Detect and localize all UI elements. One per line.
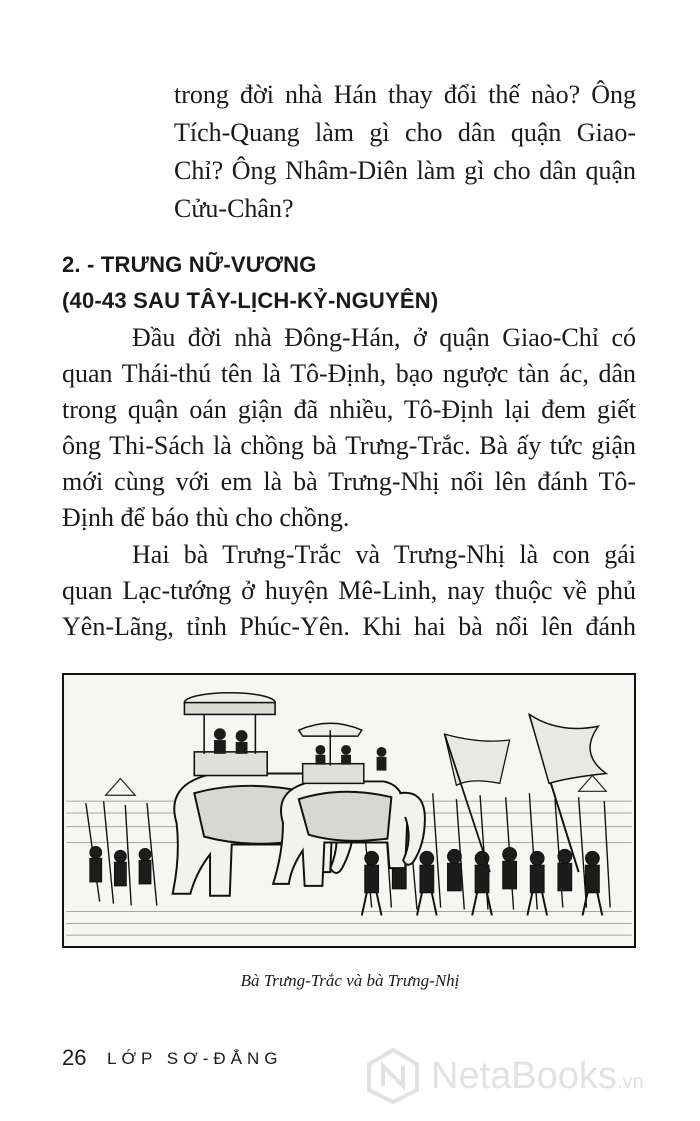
watermark-brand: NetaBooks — [431, 1055, 617, 1097]
running-footer-title: LỚP SƠ-ĐẲNG — [107, 1049, 283, 1068]
page-number: 26 — [62, 1045, 87, 1070]
intro-line-3: Chỉ? Ông Nhâm-Diên làm gì cho dân quận — [174, 156, 636, 185]
paragraph1-line-2: quan Thái-thú tên là Tô-Định, bạo ngược tàn ác, dân — [62, 359, 636, 388]
netabooks-logo-icon — [365, 1048, 421, 1104]
intro-line-4: Cửu-Chân? — [174, 194, 294, 223]
paragraph2-line-1: Hai bà Trưng-Trắc và Trưng-Nhị là con gái — [132, 540, 636, 569]
paragraph1-line-4: ông Thi-Sách là chồng bà Trưng-Trắc. Bà ấy tức giận — [62, 431, 636, 460]
intro-line-1: trong đời nhà Hán thay đổi thế nào? Ông — [174, 80, 636, 109]
illustration-drawing — [64, 675, 634, 946]
paragraph1-line-6: Định để báo thù cho chồng. — [62, 503, 350, 532]
intro-line-2: Tích-Quang làm gì cho dân quận Giao- — [174, 118, 636, 147]
paragraph1-line-1: Đầu đời nhà Đông-Hán, ở quận Giao-Chỉ có — [132, 323, 636, 352]
watermark-text — [431, 1054, 644, 1104]
paragraph1-line-3: trong quận oán giận đã nhiều, Tô-Định lại đem giết — [62, 395, 636, 424]
netabooks-watermark — [365, 1048, 695, 1108]
paragraph1-line-5: mới cùng với em là bà Trưng-Nhị nổi lên đánh Tô- — [62, 467, 636, 496]
illustration-trung-sisters — [62, 673, 636, 948]
section-heading-dates: (40-43 SAU TÂY-LỊCH-KỶ-NGUYÊN) — [62, 288, 439, 313]
section-heading-title: 2. - TRƯNG NỮ-VƯƠNG — [62, 252, 317, 277]
paragraph2-line-3: Yên-Lãng, tỉnh Phúc-Yên. Khi hai bà nổi lên đánh — [62, 612, 636, 641]
figure-caption: Bà Trưng-Trắc và bà Trưng-Nhị — [240, 971, 460, 990]
watermark-suffix: .vn — [616, 1071, 644, 1093]
paragraph2-line-2: quan Lạc-tướng ở huyện Mê-Linh, nay thuộc về phủ — [62, 576, 636, 605]
